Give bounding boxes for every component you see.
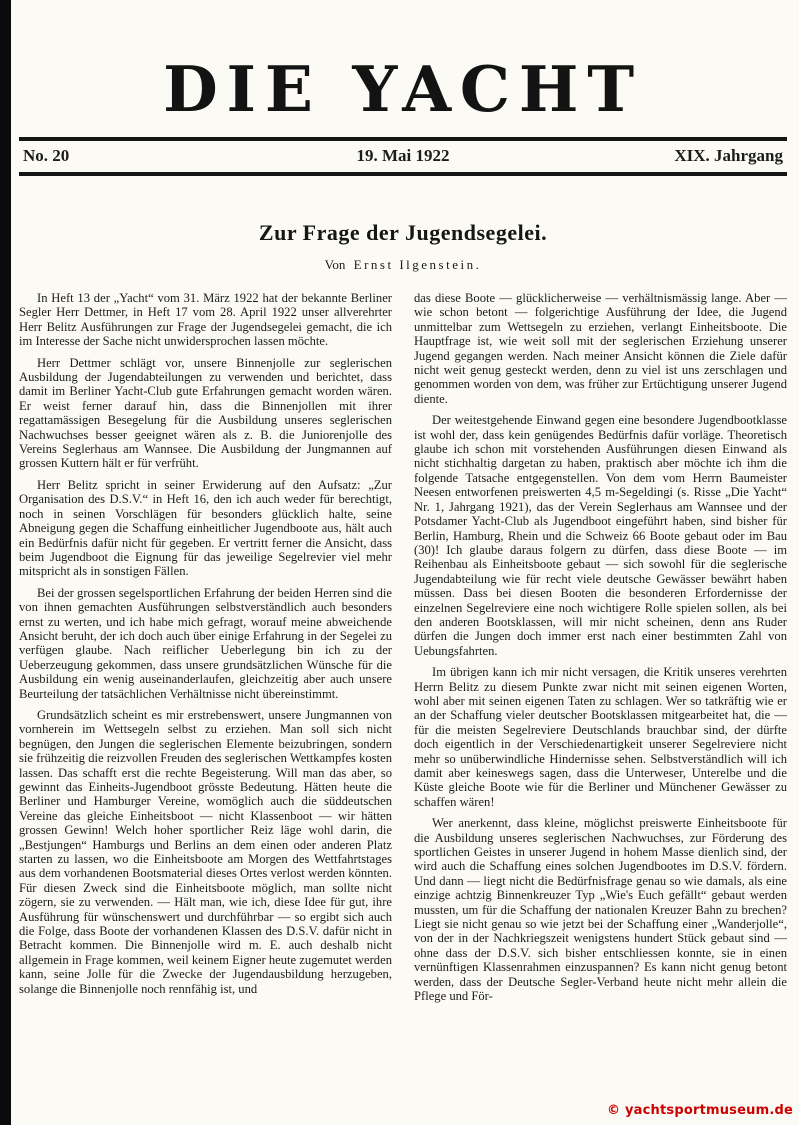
article-body [19,291,787,1011]
paragraph: Bei der grossen segelsportlichen Erfahrung der beiden Herren sind die von ihnen gemachten Ausführungen selbstverständlich auch besonders ernst zu werten, und ich habe mich gefragt, worauf meine abweichende Ansicht beruht, der ich doch auch über einige Erfahrung in der Segelei zu verfügen glaube. Nach reiflicher Ueberlegung bin ich zu der Ueberzeugung gekommen, dass unsere grundsätzlichen Wünsche für die Ausbildung ein wenig auseinanderlaufen, gleichzeitig aber auch unsere Beurteilung der tatsächlichen Verhältnisse nicht übereinstimmt. [19,585,392,701]
paragraph: das diese Boote — glücklicherweise — verhältnismässig lange. Aber — wie schon betont — folgerichtige Ausführung der Idee, die Jugend unmittelbar zum Wettsegeln zu erziehen, verlangt Einheitsboote. Die Hauptfrage ist, wie weit soll mit der seglerischen Erziehung unserer Jugend gegangen werden. Nach meiner Ansicht können die Ziele dafür nicht weit genug gesteckt werden, denn zu viel ist uns zerschlagen und genommen worden von dem, was früher zur Ertüchtigung unserer Jugend diente. [414,291,787,406]
paragraph: Grundsätzlich scheint es mir erstrebenswert, unsere Jungmannen von vornherein im Wettsegeln selbst zu erziehen. Man soll sich nicht begnügen, den Jungen die seglerischen Elemente beizubringen, sondern sie frühzeitig die reizvollen Freuden des seglerischen Wettkampfes kosten lassen. Das schafft erst die rechte Begeisterung. Will man das aber, so gewinnt das Einheits-Jugendboot grösste Bedeutung. Hätten heute die Berliner und Hamburger Vereine, womöglich auch die süddeutschen Vereine das gleiche Einheitsboot — nicht Klassenboot — wir hätten grossen Gewinn! Welch hoher sportlicher Reiz läge wohl darin, die „Bestjungen“ Hamburgs und Berlins an dem einen oder anderen Platz starten zu lassen, wo die Einheitsboote am Morgen des Wettfahrtstages aus dem vorhandenen Bootsmaterial dieses Ortes verlost werden könnten. Für diesen Zweck sind die Einheitsboote möglich, man sollte nicht zögern, sie zu verwenden. — Hält man, wie ich, diese Idee für gut, ihre Ausführung für wünschenswert und durchführbar — so ergibt sich auch die Folge, dass Boote der vorhandenen Klassen des D.S.V. dafür nicht in Betracht kommen. Die Binnenjolle wird m. E. auch deshalb nicht allgemein in Frage kommen, weil keinem Eigner heute zugemutet werden kann, seine Jolle für die Zwecke der Jugendausbildung herzugeben, solange die Binnenjolle noch rennfähig ist, und [19,707,392,996]
scan-border [0,0,11,1125]
paragraph: Herr Belitz spricht in seiner Erwiderung auf den Aufsatz: „Zur Organisation des D.S.V.“ in Heft 16, den ich auch weder für berechtigt, noch in seinen Vorschlägen für besonders glücklich halte, seine Abneigung gegen die Schaffung einheitlicher Jugendboote aus, hält auch ein Bedürfnis dafür nicht für gegeben. Er vertritt ferner die Ansicht, dass beim Jugendboot die Eignung für das jeweilige Segelrevier viel mehr mitspricht als in sonstigen Fällen. [19,477,392,579]
left-column [19,291,392,1011]
issue-volume: XIX. Jahrgang [674,146,783,165]
article-title: Zur Frage der Jugendsegelei. [258,220,548,245]
paragraph: Herr Dettmer schlägt vor, unsere Binnenjolle zur seglerischen Ausbildung der Jugendabteilungen zu verwenden und berichtet, dass damit im Berliner Yacht-Club gute Erfahrungen gemacht worden wären. Er weist ferner darauf hin, dass die Binnenjollen mit ihrer regattamässigen Besegelung für die Ausbildung unseres seglerischen Nachwuchses besser geeignet wären als z. B. die Juniorenjolle des Vereins Seglerhaus am Wannsee. Die Ausbildung der Jungmannen auf grossen Kuttern hält er für verfrüht. [19,355,392,471]
magazine-page [11,0,799,1125]
right-column [414,291,787,1011]
byline [19,257,787,273]
author-name: Ernst Ilgenstein. [353,257,482,272]
byline-prefix: Von [324,257,346,272]
paragraph: Wer anerkennt, dass kleine, möglichst preiswerte Einheitsboote für die Ausbildung unseres seglerischen Nachwuchses, zur Förderung des sportlichen Geistes in unserer Jugend in hohem Masse dienlich sind, der wird auch die Schaffung eines solchen Jugendbootes im D.S.V. fördern. Und dann — liegt nicht die Bedürfnisfrage genau so wie damals, als eine einzige achtzig Binnenkreuzer Typ „Wie's Euch gefällt“ gebaut werden mussten, um für die Schaffung der nationalen Kreuzer Bahn zu brechen? Liegt sie nicht genau so wie jetzt bei der Schaffung einer „Wanderjolle“, von der in der Nachkriegszeit wenigstens hundert Stück gebaut sind — ohne dass der D.S.V. sich bisher entschliessen konnte, sie in einen vernünftigen Klassenrahmen einzuspannen? Es kann nicht genug betont werden, dass der Deutsche Segler-Verband heute nicht mehr allein die Pflege und För- [414,816,787,1004]
issue-date: 19. Mai 1922 [356,146,450,165]
watermark: © yachtsportmuseum.de [607,1103,793,1118]
paragraph: Im übrigen kann ich mir nicht versagen, die Kritik unseres verehrten Herrn Belitz zu diesem Punkte zwar nicht mit seinen eigenen Worten, wohl aber mit seinen eigenen Taten zu schlagen. Wer so tatkräftig wie er an der Schaffung vieler deutscher Bootsklassen mitgearbeitet hat, die — für die meisten Segelreviere Deutschlands brauchbar sind, der dürfte doch eigentlich in der Verschiedenartigkeit unserer Segelreviere nicht mehr so unüberwindliche Hindernisse sehen. Selbstverständlich will ich damit aber keineswegs sagen, dass die Unterweser, Unterelbe und die Küste gleiche Boote wie für die Berliner und Münchener Gewässer zu schaffen wären! [414,665,787,809]
paragraph: Der weitestgehende Einwand gegen eine besondere Jugendbootklasse ist wohl der, dass kein genügendes Bedürfnis dafür vorläge. Theoretisch glaube ich schon mit vorstehenden Ausführungen diesen Einwand als nicht stichhaltig dargetan zu haben, praktisch aber möchte ich ihm die folgende Tatsache entgegenstellen. Von dem vom Herrn Baumeister Neesen entworfenen preiswerten 4,5 m-Segeldingi (s. Risse „Die Yacht“ Nr. 1, Jahrgang 1921), das der Verein Seglerhaus am Wannsee und der Potsdamer Yacht-Club als Jugendboot eingeführt haben, sind bisher für Berlin, Hamburg, Rhein und die Schweiz 66 Boote gebaut oder im Bau (30)! Ich glaube daraus folgern zu dürfen, dass diese Boote — im Reihenbau als Einheitsboote gebaut — sich sowohl für die seglerische Jugendabteilung wie für recht viele deutsche Gewässer bewährt haben müssen. Dass bei diesen Booten die besonderen Erfordernisse der einzelnen Segelreviere eine noch wichtigere Rolle spielen sollen, als bei den anderen Bootsklassen, will mir nicht scheinen, denn ans Ruder dürfen die Jungen doch immer erst nach einer bestimmten Zahl von Uebungsfahrten. [414,413,787,658]
issue-number: No. 20 [23,146,70,165]
masthead-title: DIE YACHT [163,52,643,126]
paragraph: In Heft 13 der „Yacht“ vom 31. März 1922 hat der bekannte Berliner Segler Herr Dettmer, in Heft 17 vom 28. April 1922 unser allverehrter Herr Belitz Ausführungen zur Frage der Jugendsegelei gemacht, die ich im Interesse der Sache nicht unwidersprochen lassen möchte. [19,291,392,349]
issue-bar [19,137,787,176]
